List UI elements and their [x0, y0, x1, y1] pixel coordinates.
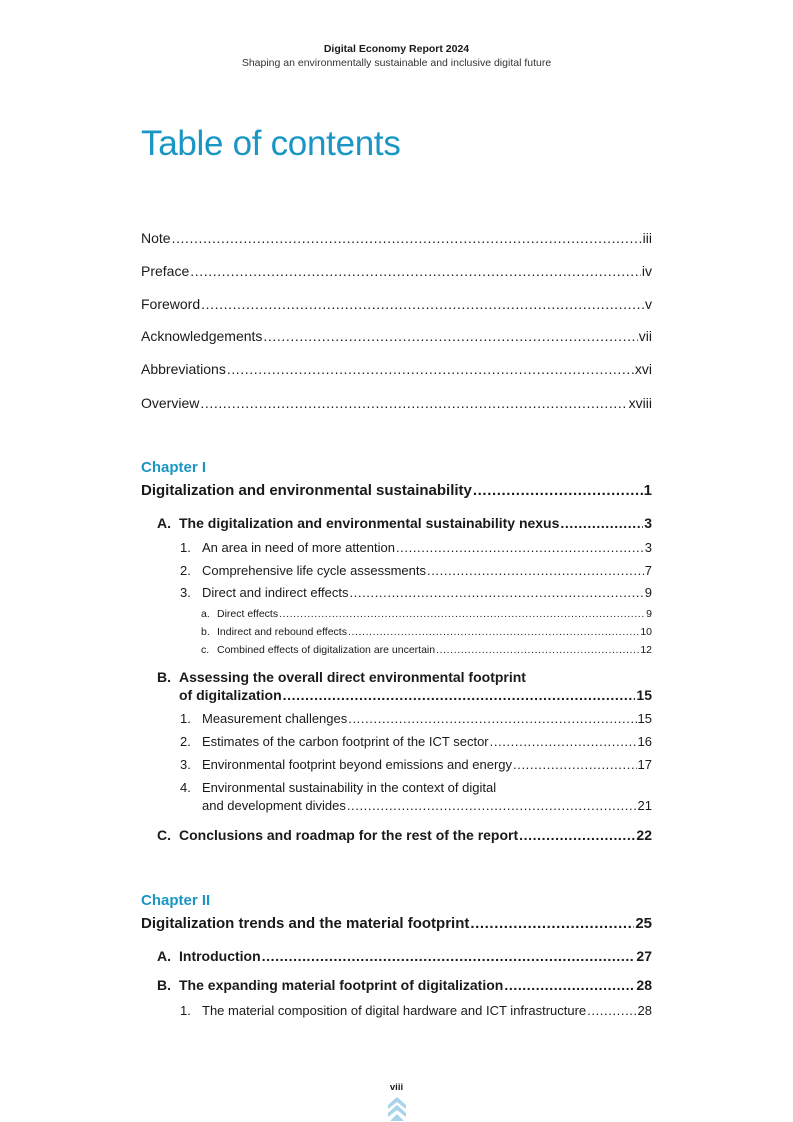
subitem-letter: b.	[201, 626, 210, 638]
toc-entry-label: Overview	[141, 395, 200, 411]
leader-dots	[349, 584, 643, 602]
item-1b-3[interactable]	[180, 756, 652, 774]
section-1b-line2[interactable]	[179, 686, 652, 704]
report-title: Digital Economy Report 2024	[323, 43, 470, 55]
toc-entry-page: v	[645, 296, 652, 312]
chevron-up-icon	[388, 1097, 406, 1121]
toc-entry-page: 25	[635, 915, 652, 932]
leader-dots	[263, 327, 637, 345]
item-1b-4-line2[interactable]	[202, 797, 652, 815]
item-title: The material composition of digital hardware and ICT infrastructure	[202, 1003, 587, 1018]
leader-dots	[490, 733, 637, 751]
toc-entry-page: iv	[641, 263, 652, 279]
toc-entry-overview[interactable]	[141, 394, 652, 412]
leader-dots	[427, 562, 644, 580]
item-1b-1[interactable]	[180, 710, 652, 728]
toc-entry-label: Note	[141, 230, 171, 246]
subitem-c[interactable]	[201, 643, 652, 657]
section-number: C.	[157, 827, 171, 843]
leader-dots	[396, 539, 644, 557]
section-title: The digitalization and environmental sustainability nexus	[179, 515, 560, 531]
item-number: 1.	[180, 711, 191, 726]
leader-dots	[470, 915, 634, 933]
chapter-2-title[interactable]	[141, 915, 652, 933]
section-title: The expanding material footprint of digitalization	[179, 977, 504, 993]
toc-entry-page: vii	[638, 328, 652, 344]
item-number: 4.	[180, 780, 191, 795]
toc-entry-page: 12	[640, 644, 652, 656]
toc-entry-preface[interactable]	[141, 262, 652, 280]
toc-entry-page: 17	[637, 757, 652, 772]
subitem-title: Direct effects	[217, 608, 279, 620]
toc-entry-page: xvi	[634, 361, 652, 377]
toc-entry-acknowledgements[interactable]	[141, 327, 652, 345]
item-number: 2.	[180, 563, 191, 578]
leader-dots	[587, 1002, 636, 1020]
item-1b-2[interactable]	[180, 733, 652, 751]
subitem-letter: c.	[201, 644, 210, 656]
toc-entry-abbreviations[interactable]	[141, 360, 652, 378]
report-subtitle: Shaping an environmentally sustainable and inclusive digital future	[241, 57, 552, 69]
chapter-2-label: Chapter II	[141, 892, 211, 909]
leader-dots	[190, 262, 641, 280]
toc-entry-page: 22	[636, 827, 652, 843]
chapter-1-label: Chapter I	[141, 459, 207, 476]
item-title: Direct and indirect effects	[202, 585, 349, 600]
toc-entry-page: 28	[636, 977, 652, 993]
item-1a-3[interactable]	[180, 584, 652, 602]
item-title: and development divides	[202, 798, 346, 813]
toc-entry-page: 1	[643, 482, 652, 499]
leader-dots	[504, 976, 635, 994]
item-1a-2[interactable]	[180, 562, 652, 580]
item-title: Comprehensive life cycle assessments	[202, 563, 426, 578]
item-number: 1.	[180, 540, 191, 555]
toc-entry-page: 9	[646, 608, 652, 620]
leader-dots	[348, 625, 639, 639]
leader-dots	[436, 643, 639, 657]
section-title: of digitalization	[179, 687, 282, 703]
leader-dots	[200, 394, 627, 412]
section-1b-line1[interactable]	[157, 668, 526, 686]
leader-dots	[513, 756, 637, 774]
subitem-letter: a.	[201, 608, 210, 620]
toc-entry-label: Digitalization trends and the material footprint	[141, 915, 470, 932]
section-1a[interactable]	[157, 514, 652, 532]
toc-entry-page: 27	[636, 948, 652, 964]
section-2a[interactable]	[157, 947, 652, 965]
item-1b-4-line1[interactable]	[180, 779, 496, 797]
section-number: A.	[157, 515, 171, 531]
leader-dots	[560, 514, 643, 532]
subitem-title: Combined effects of digitalization are uncertain	[217, 644, 436, 656]
leader-dots	[519, 826, 635, 844]
subitem-b[interactable]	[201, 625, 652, 639]
item-number: 1.	[180, 1003, 191, 1018]
leader-dots	[172, 229, 642, 247]
toc-entry-label: Digitalization and environmental sustainability	[141, 482, 472, 499]
item-number: 3.	[180, 585, 191, 600]
toc-entry-note[interactable]	[141, 229, 652, 247]
toc-entry-page: xviii	[628, 395, 652, 411]
item-title: Environmental footprint beyond emissions and energy	[202, 757, 513, 772]
toc-entry-page: 9	[644, 585, 652, 600]
running-header	[0, 43, 793, 70]
section-number: B.	[157, 977, 171, 993]
leader-dots	[279, 607, 645, 621]
item-title: Environmental sustainability in the context of digital	[202, 780, 497, 795]
item-number: 3.	[180, 757, 191, 772]
page-title: Table of contents	[141, 124, 401, 163]
leader-dots	[473, 482, 643, 500]
item-title: Measurement challenges	[202, 711, 348, 726]
toc-entry-page: 3	[644, 540, 652, 555]
toc-entry-label	[157, 514, 559, 532]
toc-entry-page: iii	[642, 230, 652, 246]
toc-entry-page: 15	[637, 711, 652, 726]
leader-dots	[348, 710, 636, 728]
leader-dots	[227, 360, 634, 378]
toc-entry-page: 16	[637, 734, 652, 749]
section-title: Introduction	[179, 948, 261, 964]
toc-entry-label: Acknowledgements	[141, 328, 263, 344]
section-title: Conclusions and roadmap for the rest of the report	[179, 827, 519, 843]
item-1a-1[interactable]	[180, 539, 652, 557]
section-number: B.	[157, 669, 171, 685]
page-number: viii	[389, 1082, 404, 1093]
section-title: Assessing the overall direct environmental footprint	[179, 669, 526, 685]
subitem-a[interactable]	[201, 607, 652, 621]
leader-dots	[283, 686, 636, 704]
toc-entry-page: 3	[644, 515, 652, 531]
toc-entry-label: Abbreviations	[141, 361, 226, 377]
leader-dots	[262, 947, 636, 965]
toc-entry-label: Preface	[141, 263, 190, 279]
item-title: An area in need of more attention	[202, 540, 395, 555]
toc-entry-page: 15	[636, 687, 652, 703]
section-1c[interactable]	[157, 826, 652, 844]
chapter-1-title[interactable]	[141, 482, 652, 500]
toc-entry-foreword[interactable]	[141, 295, 652, 313]
section-2b[interactable]	[157, 976, 652, 994]
subitem-title: Indirect and rebound effects	[217, 626, 347, 638]
toc-entry-page: 7	[644, 563, 652, 578]
leader-dots	[347, 797, 637, 815]
item-number: 2.	[180, 734, 191, 749]
toc-entry-page: 21	[637, 798, 652, 813]
toc-entry-page: 10	[640, 626, 652, 638]
page-footer	[0, 1082, 793, 1121]
section-number: A.	[157, 948, 171, 964]
toc-entry-page: 28	[637, 1003, 652, 1018]
item-2b-1[interactable]	[180, 1002, 652, 1020]
leader-dots	[201, 295, 644, 313]
item-title: Estimates of the carbon footprint of the ICT sector	[202, 734, 489, 749]
toc-entry-label: Foreword	[141, 296, 201, 312]
